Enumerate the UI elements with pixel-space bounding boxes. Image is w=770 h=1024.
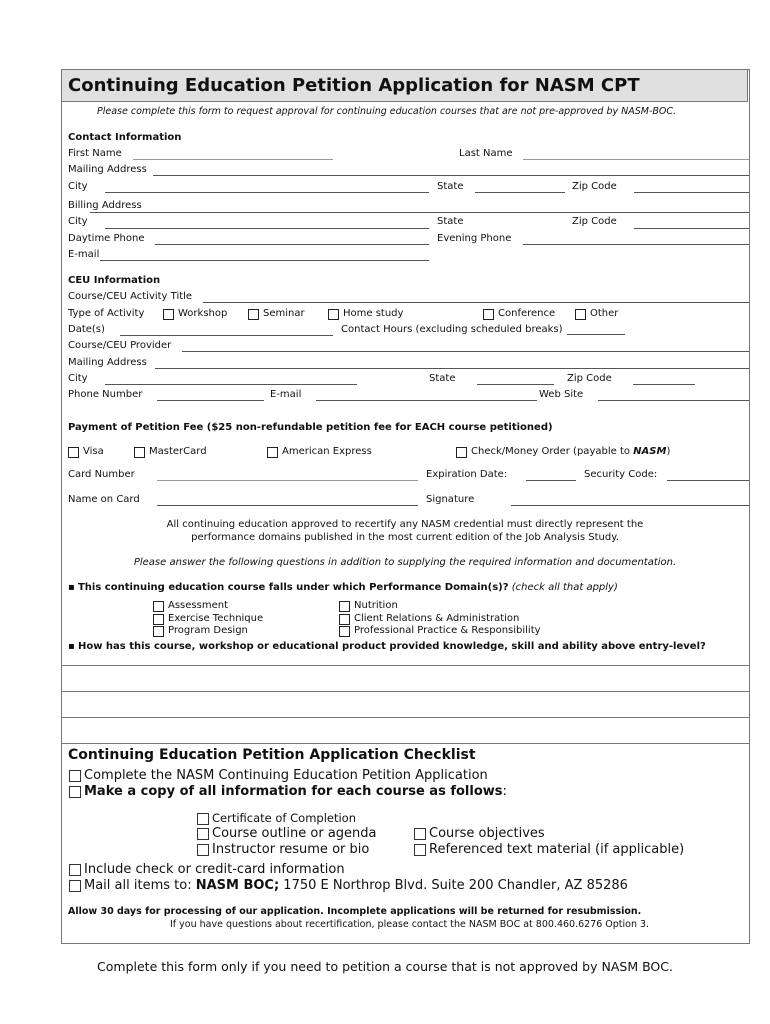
program-design-checkbox[interactable] <box>153 626 164 637</box>
zip-label: Zip Code <box>572 181 617 192</box>
first-name-field[interactable] <box>133 159 333 160</box>
check-money-order-label <box>471 445 670 459</box>
mail-prefix: Mail all items to: <box>84 878 196 893</box>
course-title-label: Course/CEU Activity Title <box>68 291 193 302</box>
contact-hours-label: Contact Hours (excluding scheduled breaks) <box>341 324 563 335</box>
evening-phone-label: Evening Phone <box>437 233 512 244</box>
checklist-item-3: Include check or credit-card information <box>84 862 345 877</box>
provider-zip-field[interactable] <box>633 384 695 385</box>
check-payee: NASM <box>633 446 667 457</box>
mail-address: 1750 E Northrop Blvd. Suite 200 Chandler, AZ 85286 <box>279 878 628 893</box>
last-name-label: Last Name <box>459 148 513 159</box>
amex-label: American Express <box>282 446 372 457</box>
course-objectives-checkbox[interactable] <box>414 828 426 840</box>
mail-recipient: NASM BOC; <box>195 878 280 893</box>
checklist-heading: Continuing Education Petition Application Checklist <box>68 747 476 763</box>
certificate-label: Certificate of Completion <box>212 811 356 825</box>
check-prefix: Check/Money Order (payable to <box>471 446 634 457</box>
conference-checkbox[interactable] <box>483 309 494 320</box>
city-field[interactable] <box>105 192 429 193</box>
workshop-checkbox[interactable] <box>163 309 174 320</box>
course-outline-checkbox[interactable] <box>197 828 209 840</box>
zip-field[interactable] <box>634 192 749 193</box>
referenced-text-checkbox[interactable] <box>414 844 426 856</box>
expiration-field[interactable] <box>526 480 576 481</box>
question-2-text: How has this course, workshop or educational product provided knowledge, skill and ability above entry-level? <box>77 641 706 652</box>
check-suffix: ) <box>666 446 671 457</box>
checklist-item-4 <box>84 878 628 894</box>
provider-email-label: E-mail <box>270 389 302 400</box>
provider-email-field[interactable] <box>316 400 537 401</box>
notice-line-1: All continuing education approved to recertify any NASM credential must directly represent the <box>166 519 644 530</box>
seminar-label: Seminar <box>263 308 305 319</box>
website-field[interactable] <box>598 400 749 401</box>
city-label: City <box>68 181 88 192</box>
card-number-label: Card Number <box>68 469 135 480</box>
client-relations-checkbox[interactable] <box>339 614 350 625</box>
colon: : <box>502 784 507 799</box>
referenced-text-label: Referenced text material (if applicable) <box>429 842 685 857</box>
daytime-phone-field[interactable] <box>155 244 429 245</box>
checklist-item-3-checkbox[interactable] <box>69 864 81 876</box>
seminar-checkbox[interactable] <box>248 309 259 320</box>
course-title-field[interactable] <box>203 302 749 303</box>
ceu-heading: CEU Information <box>68 275 161 286</box>
answer-field-2[interactable] <box>62 692 748 717</box>
intro-text: Please complete this form to request approval for continuing education courses that are not pre-approved by NASM-BOC. <box>97 106 677 117</box>
billing-zip-field[interactable] <box>634 228 749 229</box>
visa-label: Visa <box>83 446 104 457</box>
processing-notice: Allow 30 days for processing of our application. Incomplete applications will be returned for resubmission. <box>68 906 642 917</box>
answer-prompt: Please answer the following questions in addition to supplying the required information and documentation. <box>133 557 677 568</box>
instructor-resume-checkbox[interactable] <box>197 844 209 856</box>
instructor-resume-label: Instructor resume or bio <box>212 842 370 857</box>
amex-checkbox[interactable] <box>267 447 278 458</box>
signature-label: Signature <box>426 494 475 505</box>
mastercard-checkbox[interactable] <box>134 447 145 458</box>
first-name-label: First Name <box>68 148 122 159</box>
mailing-address-label: Mailing Address <box>68 164 147 175</box>
contact-heading: Contact Information <box>68 132 182 143</box>
checklist-item-1-checkbox[interactable] <box>69 770 81 782</box>
check-money-order-checkbox[interactable] <box>456 447 467 458</box>
website-label: Web Site <box>539 389 584 400</box>
evening-phone-field[interactable] <box>523 244 749 245</box>
bullet: ▪ <box>68 641 75 652</box>
daytime-phone-label: Daytime Phone <box>68 233 145 244</box>
program-design-label: Program Design <box>168 625 248 636</box>
notice-line-2: performance domains published in the most current edition of the Job Analysis Study. <box>191 532 619 543</box>
provider-field[interactable] <box>182 351 749 352</box>
other-checkbox[interactable] <box>575 309 586 320</box>
payment-heading: Payment of Petition Fee ($25 non-refundable petition fee for EACH course petitioned) <box>68 422 553 433</box>
nutrition-label: Nutrition <box>354 600 398 611</box>
exercise-technique-label: Exercise Technique <box>168 613 264 624</box>
security-code-field[interactable] <box>667 480 749 481</box>
name-on-card-label: Name on Card <box>68 494 140 505</box>
client-relations-label: Client Relations & Administration <box>354 613 520 624</box>
professional-practice-checkbox[interactable] <box>339 626 350 637</box>
question-2 <box>68 640 706 654</box>
dates-field[interactable] <box>120 335 333 336</box>
workshop-label: Workshop <box>178 308 228 319</box>
provider-phone-field[interactable] <box>157 400 264 401</box>
assessment-checkbox[interactable] <box>153 601 164 612</box>
name-on-card-field[interactable] <box>157 505 418 506</box>
exercise-technique-checkbox[interactable] <box>153 614 164 625</box>
answer-line <box>61 743 749 744</box>
provider-mailing-field[interactable] <box>155 368 749 369</box>
question-1-text: This continuing education course falls under which Performance Domain(s)? <box>77 582 509 593</box>
contact-notice: If you have questions about recertification, please contact the NASM BOC at 800.460.6276 Option 3. <box>170 919 650 930</box>
provider-label: Course/CEU Provider <box>68 340 172 351</box>
provider-city-field[interactable] <box>105 384 357 385</box>
security-code-label: Security Code: <box>584 469 658 480</box>
provider-state-field[interactable] <box>477 384 554 385</box>
professional-practice-label: Professional Practice & Responsibility <box>354 625 541 636</box>
card-number-field[interactable] <box>157 480 418 481</box>
provider-mailing-label: Mailing Address <box>68 357 147 368</box>
certificate-checkbox[interactable] <box>197 813 209 825</box>
question-1-hint: (check all that apply) <box>511 582 618 593</box>
answer-field-1[interactable] <box>62 666 748 691</box>
billing-state-label: State <box>437 216 464 227</box>
email-label: E-mail <box>68 249 100 260</box>
home-study-label: Home study <box>343 308 404 319</box>
nutrition-checkbox[interactable] <box>339 601 350 612</box>
provider-city-label: City <box>68 373 88 384</box>
form-border <box>61 69 750 944</box>
bullet: ▪ <box>68 582 75 593</box>
billing-zip-label: Zip Code <box>572 216 617 227</box>
email-field[interactable] <box>100 260 429 261</box>
contact-hours-field[interactable] <box>567 334 625 335</box>
form-title: Continuing Education Petition Application for NASM CPT <box>68 75 640 96</box>
billing-city-label: City <box>68 216 88 227</box>
home-study-checkbox[interactable] <box>328 309 339 320</box>
visa-checkbox[interactable] <box>68 447 79 458</box>
course-outline-label: Course outline or agenda <box>212 826 377 841</box>
conference-label: Conference <box>498 308 556 319</box>
other-label: Other <box>590 308 619 319</box>
checklist-item-2 <box>84 784 507 800</box>
dates-label: Date(s) <box>68 324 105 335</box>
checklist-item-4-checkbox[interactable] <box>69 880 81 892</box>
assessment-label: Assessment <box>168 600 228 611</box>
state-field[interactable] <box>475 192 565 193</box>
provider-zip-label: Zip Code <box>567 373 612 384</box>
type-of-activity-label: Type of Activity <box>68 308 145 319</box>
billing-address-field[interactable] <box>90 212 749 213</box>
mastercard-label: MasterCard <box>149 446 207 457</box>
footer-note: Complete this form only if you need to petition a course that is not approved by NASM BOC. <box>97 959 673 974</box>
course-objectives-label: Course objectives <box>429 826 545 841</box>
state-label: State <box>437 181 464 192</box>
expiration-label: Expiration Date: <box>426 469 508 480</box>
billing-city-field[interactable] <box>105 228 429 229</box>
last-name-field[interactable] <box>523 159 749 160</box>
checklist-item-1: Complete the NASM Continuing Education Petition Application <box>84 768 488 783</box>
answer-field-3[interactable] <box>62 718 748 743</box>
checklist-item-2-text: Make a copy of all information for each course as follows <box>84 784 503 799</box>
provider-phone-label: Phone Number <box>68 389 143 400</box>
provider-state-label: State <box>429 373 456 384</box>
billing-address-label: Billing Address <box>68 200 142 211</box>
checklist-item-2-checkbox[interactable] <box>69 786 81 798</box>
signature-field[interactable] <box>511 505 749 506</box>
question-1 <box>68 581 618 595</box>
mailing-address-field[interactable] <box>153 175 749 176</box>
